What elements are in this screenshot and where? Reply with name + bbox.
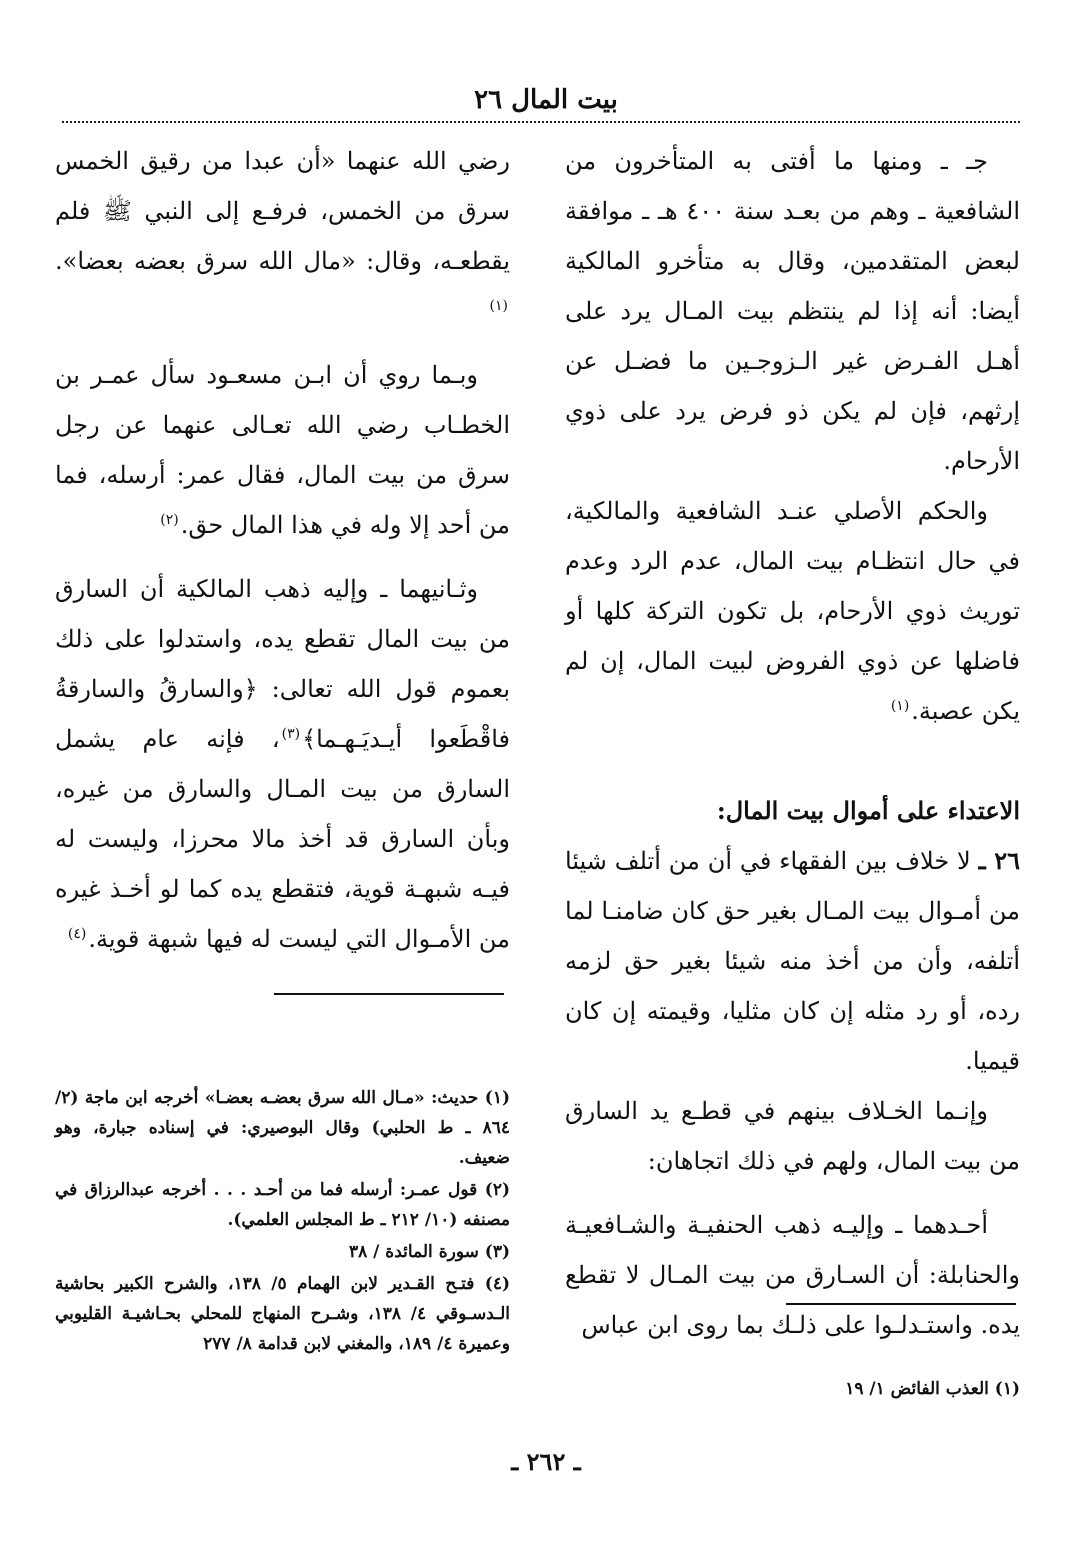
page-number: ـ ٢٦٢ ـ <box>511 1447 581 1476</box>
left-paragraph-2-text: وبـما روي أن ابـن مسعـود سأل عمـر بن الخطـاب رضي الله تعـالى عنهما عن رجل سرق من بيت المال، فقال عمر: أرسله، فما من أحد إلا وله في هذا المال حق. <box>55 361 510 539</box>
right-paragraph-5: أحـدهما ـ وإليـه ذهب الحنفيـة والشـافعيـة والحنابلة: أن السـارق من بيت المـال لا تقطع يده. واستـدلـوا على ذلـك بما روى ابن عباس <box>565 1211 1020 1339</box>
footnote: (٢) قول عمـر: أرسله فما من أحـد . . . أخرجه عبدالرزاق في مصنفه (١٠/ ٢١٢ ـ ط المجلس العلمي). <box>55 1180 510 1230</box>
running-header: بيت المال ٢٦ <box>474 85 618 115</box>
right-paragraph-1: جـ ـ ومنها ما أفتى به المتأخرون من الشافعية ـ وهم من بعـد سنة ٤٠٠ هـ ـ موافقة لبعض المتقدمين، وقال به متأخرو المالكية أيضا: أنه إذا لم ينتظم بيت المـال يرد على أهـل الفـرض غير الـزوجـين ما فضـل عن إرثهم، فإن لم يكن ذو فرض يرد على ذوي الأرحام. <box>565 147 1020 475</box>
right-paragraph-2 <box>565 486 1020 736</box>
spacer <box>55 550 510 564</box>
footnote: (٣) سورة المائدة / ٣٨ <box>349 1242 510 1262</box>
footnote-ref: (٣) <box>281 726 301 742</box>
spacer <box>565 736 1020 786</box>
footnote-ref: (٤) <box>67 926 87 942</box>
footnote-separator-right <box>786 1303 1016 1305</box>
footnotes-left <box>55 1083 510 1361</box>
spacer <box>55 336 510 350</box>
right-paragraph-3-text: لا خلاف بين الفقهاء في أن من أتلف شيئا من أمـوال بيت المـال بغير حق كان ضامنـا لما أتلفه، وأن من أخذ منه شيئا بغير حق لزمه رده، أو رد مثله إن كان مثليا، وقيمته إن كان قيميا. <box>565 847 1020 1075</box>
footnote-ref: (١) <box>489 298 508 314</box>
section-heading: الاعتداء على أموال بيت المال: <box>716 796 1020 825</box>
paragraph-number: ٢٦ ـ <box>978 846 1020 875</box>
right-paragraph-2-text: والحكم الأصلي عنـد الشافعية والمالكية، في حال انتظـام بيت المال، عدم الرد وعدم توريث ذوي الأرحام، بل تكون التركة كلها أو فاضلها عن ذوي الفروض لبيت المال، إن لم يكن عصبة. <box>565 497 1020 725</box>
footnotes-right <box>565 1374 1020 1406</box>
footnote: (١) حديث: «مـال الله سرق بعضـه بعضـا» أخرجه ابن ماجة (٢/ ٨٦٤ ـ ط الحلبي) وقال البوصيري: في إسناده جبارة، وهو ضعيف. <box>55 1088 510 1168</box>
left-paragraph-2 <box>55 350 510 550</box>
footnote-ref: (١) <box>890 698 910 714</box>
left-paragraph-3-text-a: وثـانيهما ـ وإليه ذهب المالكية أن السارق من بيت المال تقطع يده، واستدلوا على ذلك بعموم قول الله تعالى: ﴿والسارقُ والسارقةُ فاقْطَعوا أيـديَـهـما﴾ <box>55 575 510 753</box>
right-column <box>565 136 1020 1350</box>
footnote: (١) العذب الفائض ١/ ١٩ <box>845 1379 1020 1399</box>
footnote: (٤) فتـح القـدير لابن الهمام ٥/ ١٣٨، والشرح الكبير بحاشية الـدسـوقي ٤/ ١٣٨، وشـرح المنهاج للمحلي بحـاشيـة القليوبي وعميرة ٤/ ١٨٩، والمغني لابن قدامة ٨/ ٢٧٧ <box>55 1274 510 1354</box>
left-column <box>55 136 510 964</box>
header-dotted-rule <box>62 121 1020 123</box>
left-paragraph-3 <box>55 564 510 964</box>
left-paragraph-3-text-b: ، فإنه عام يشمل السارق من بيت المـال والسارق من غيره، وبأن السارق قد أخذ مالا محرزا، وليست له فيـه شبهـة قوية، فتقطع يده كما لو أخـذ غيره من الأمـوال التي ليست له فيها شبهة قوية. <box>55 725 510 953</box>
spacer <box>565 1186 1020 1200</box>
right-paragraph-3 <box>565 836 1020 1086</box>
footnote-separator-left <box>274 993 504 995</box>
right-paragraph-4: وإنـما الخـلاف بينهم في قطـع يد السارق من بيت المال، ولهم في ذلك اتجاهان: <box>565 1097 1020 1175</box>
left-paragraph-1-text: رضي الله عنهما «أن عبدا من رقيق الخمس سرق من الخمس، فرفـع إلى النبي ﷺ فلم يقطعـه، وقال: «مال الله سرق بعضه بعضا». <box>55 147 510 275</box>
left-paragraph-1 <box>55 136 510 336</box>
footnote-ref: (٢) <box>160 512 179 528</box>
